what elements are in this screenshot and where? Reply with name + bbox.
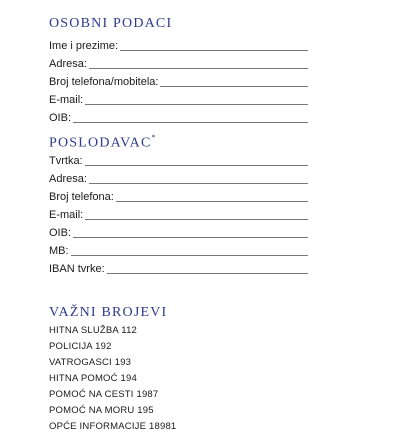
write-line [107, 273, 308, 274]
employer-field-phone[interactable] [49, 188, 308, 204]
write-line [85, 165, 308, 166]
field-label: Adresa: [49, 173, 87, 185]
emergency-number-item: POMOĆ NA MORU 195 [49, 405, 154, 416]
field-label: Broj telefona/mobitela: [49, 76, 159, 88]
emergency-number-item: VATROGASCI 193 [49, 357, 132, 368]
field-label: Ime i prezime: [49, 40, 119, 52]
employer-field-oib[interactable] [49, 224, 308, 240]
numbers-section-title: VAŽNI BROJEVI [49, 305, 168, 320]
write-line [116, 201, 308, 202]
personal-field-oib[interactable] [49, 109, 308, 125]
personal-field-name[interactable] [49, 37, 308, 53]
field-label: IBAN tvrke: [49, 263, 105, 275]
field-label: Tvrtka: [49, 155, 83, 167]
field-label: OIB: [49, 112, 72, 124]
personal-field-address[interactable] [49, 55, 308, 71]
employer-section-title [49, 134, 156, 152]
emergency-number-item: POLICIJA 192 [49, 341, 112, 352]
personal-section-title: OSOBNI PODACI [49, 16, 173, 31]
personal-field-email[interactable] [49, 91, 308, 107]
write-line [89, 68, 308, 69]
emergency-number-item: HITNA SLUŽBA 112 [49, 325, 138, 336]
employer-field-address[interactable] [49, 170, 308, 186]
write-line [73, 237, 308, 238]
employer-field-email[interactable] [49, 206, 308, 222]
personal-field-phone[interactable] [49, 73, 308, 89]
employer-title-asterisk: * [151, 133, 156, 142]
write-line [85, 219, 308, 220]
write-line [89, 183, 308, 184]
write-line [160, 86, 308, 87]
employer-field-iban[interactable] [49, 260, 308, 276]
write-line [85, 104, 308, 105]
field-label: Adresa: [49, 58, 87, 70]
field-label: Broj telefona: [49, 191, 114, 203]
write-line [120, 50, 308, 51]
emergency-number-item: POMOĆ NA CESTI 1987 [49, 389, 159, 400]
field-label: MB: [49, 245, 69, 257]
field-label: E-mail: [49, 94, 84, 106]
write-line [73, 122, 308, 123]
employer-field-company[interactable] [49, 152, 308, 168]
write-line [71, 255, 308, 256]
emergency-number-item: OPĆE INFORMACIJE 18981 [49, 421, 177, 432]
emergency-number-item: HITNA POMOĆ 194 [49, 373, 137, 384]
employer-title-text: POSLODAVAC [49, 135, 152, 151]
field-label: OIB: [49, 227, 72, 239]
field-label: E-mail: [49, 209, 84, 221]
employer-field-mb[interactable] [49, 242, 308, 258]
